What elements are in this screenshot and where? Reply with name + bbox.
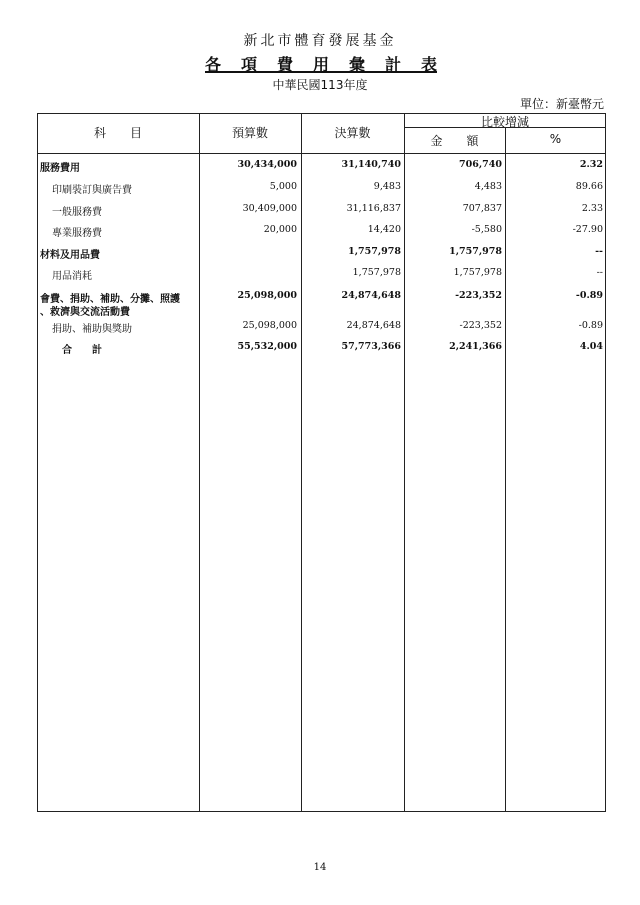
row-amount: 4,483 <box>474 181 502 192</box>
col-actual-header: 決算數 <box>334 126 371 140</box>
divider-actual <box>404 113 405 812</box>
row-amount: 1,757,978 <box>449 246 502 257</box>
row-budget: 20,000 <box>263 224 297 235</box>
row-budget: 30,434,000 <box>237 159 297 170</box>
row-label-continued: 、救濟與交流活動費 <box>40 307 130 318</box>
row-budget: 25,098,000 <box>242 320 297 331</box>
row-actual: 24,874,648 <box>346 320 401 331</box>
fiscal-year: 中華民國113年度 <box>272 78 368 92</box>
row-amount: -223,352 <box>459 320 502 331</box>
total-actual: 57,773,366 <box>341 341 401 352</box>
header-bottom-line <box>37 153 606 154</box>
divider-budget <box>301 113 302 812</box>
report-title: 各項費用彙計表 <box>205 55 437 74</box>
row-percent: -0.89 <box>575 290 603 301</box>
organization-name: 新北市體育發展基金 <box>243 33 397 49</box>
total-label: 合 計 <box>62 345 102 356</box>
row-label: 專業服務費 <box>52 228 102 239</box>
row-actual: 14,420 <box>367 224 401 235</box>
page-number: 14 <box>313 862 327 873</box>
row-percent: 89.66 <box>575 181 603 192</box>
total-amount: 2,241,366 <box>449 341 502 352</box>
total-budget: 55,532,000 <box>237 341 297 352</box>
row-amount: -5,580 <box>471 224 502 235</box>
row-amount: 707,837 <box>462 203 502 214</box>
row-percent: -- <box>596 267 603 278</box>
row-label: 一般服務費 <box>52 207 102 218</box>
col-percent-header: % <box>549 132 562 146</box>
row-label: 會費、捐助、補助、分攤、照護 <box>40 294 180 305</box>
row-percent: 2.32 <box>579 159 603 170</box>
expense-table <box>37 113 606 812</box>
row-actual: 31,140,740 <box>341 159 401 170</box>
row-amount: 1,757,978 <box>453 267 502 278</box>
row-percent: -27.90 <box>572 224 603 235</box>
row-budget: 30,409,000 <box>242 203 297 214</box>
row-actual: 24,874,648 <box>341 290 401 301</box>
currency-unit: 單位：新臺幣元 <box>519 97 604 111</box>
col-budget-header: 預算數 <box>231 126 268 140</box>
col-amount-header: 金 額 <box>430 134 479 148</box>
row-amount: 706,740 <box>459 159 502 170</box>
row-percent: -0.89 <box>578 320 603 331</box>
row-budget: 25,098,000 <box>237 290 297 301</box>
row-actual: 1,757,978 <box>352 267 401 278</box>
row-actual: 31,116,837 <box>346 203 401 214</box>
row-amount: -223,352 <box>455 290 502 301</box>
row-percent: -- <box>595 246 603 257</box>
divider-subject <box>199 113 200 812</box>
row-label: 捐助、補助與獎助 <box>52 324 132 335</box>
row-label: 材料及用品費 <box>40 250 100 261</box>
total-percent: 4.04 <box>579 341 603 352</box>
row-label: 印刷裝訂與廣告費 <box>52 185 132 196</box>
row-budget: 5,000 <box>269 181 297 192</box>
col-subject-header: 科 目 <box>93 126 142 140</box>
col-compare-header: 比較增減 <box>480 115 529 129</box>
row-percent: 2.33 <box>581 203 603 214</box>
row-actual: 1,757,978 <box>348 246 401 257</box>
row-label: 服務費用 <box>40 163 80 174</box>
row-label: 用品消耗 <box>52 271 92 282</box>
row-actual: 9,483 <box>373 181 401 192</box>
